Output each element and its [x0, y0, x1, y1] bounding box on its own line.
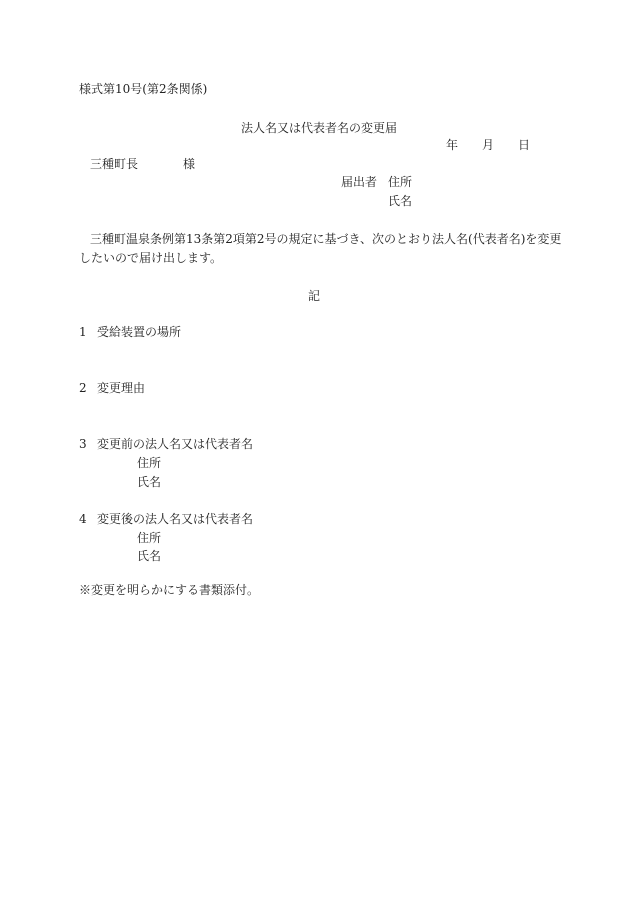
date-day: 日 [518, 138, 531, 152]
date-year: 年 [446, 138, 459, 152]
form-number: 様式第10号(第2条関係) [79, 82, 208, 96]
applicant-address-label: 住所 [388, 175, 413, 189]
item-3-name-label: 氏名 [137, 475, 162, 489]
applicant-name-label: 氏名 [388, 194, 413, 208]
item-3-label: 変更前の法人名又は代表者名 [97, 437, 254, 451]
item-4-label: 変更後の法人名又は代表者名 [97, 512, 254, 526]
document-title: 法人名又は代表者名の変更届 [241, 121, 398, 135]
body-line-1: 三種町温泉条例第13条第2項第2号の規定に基づき、次のとおり法人名(代表者名)を変更 [90, 232, 562, 246]
ki-marker: 記 [308, 289, 321, 303]
applicant-label: 届出者 [341, 175, 378, 189]
item-4-number: 4 [79, 512, 87, 526]
addressee-honorific: 様 [183, 157, 196, 171]
item-3-address-label: 住所 [137, 456, 162, 470]
item-3-number: 3 [79, 437, 87, 451]
body-line-2: したいので届け出します。 [79, 251, 223, 265]
item-4-name-label: 氏名 [137, 549, 162, 563]
item-1-number: 1 [79, 325, 87, 339]
addressee-name: 三種町長 [90, 157, 139, 171]
item-2-label: 変更理由 [97, 381, 146, 395]
item-4-address-label: 住所 [137, 531, 162, 545]
date-month: 月 [482, 138, 495, 152]
attachment-note: ※変更を明らかにする書類添付。 [79, 583, 260, 597]
item-1-label: 受給装置の場所 [97, 325, 182, 339]
item-2-number: 2 [79, 381, 87, 395]
